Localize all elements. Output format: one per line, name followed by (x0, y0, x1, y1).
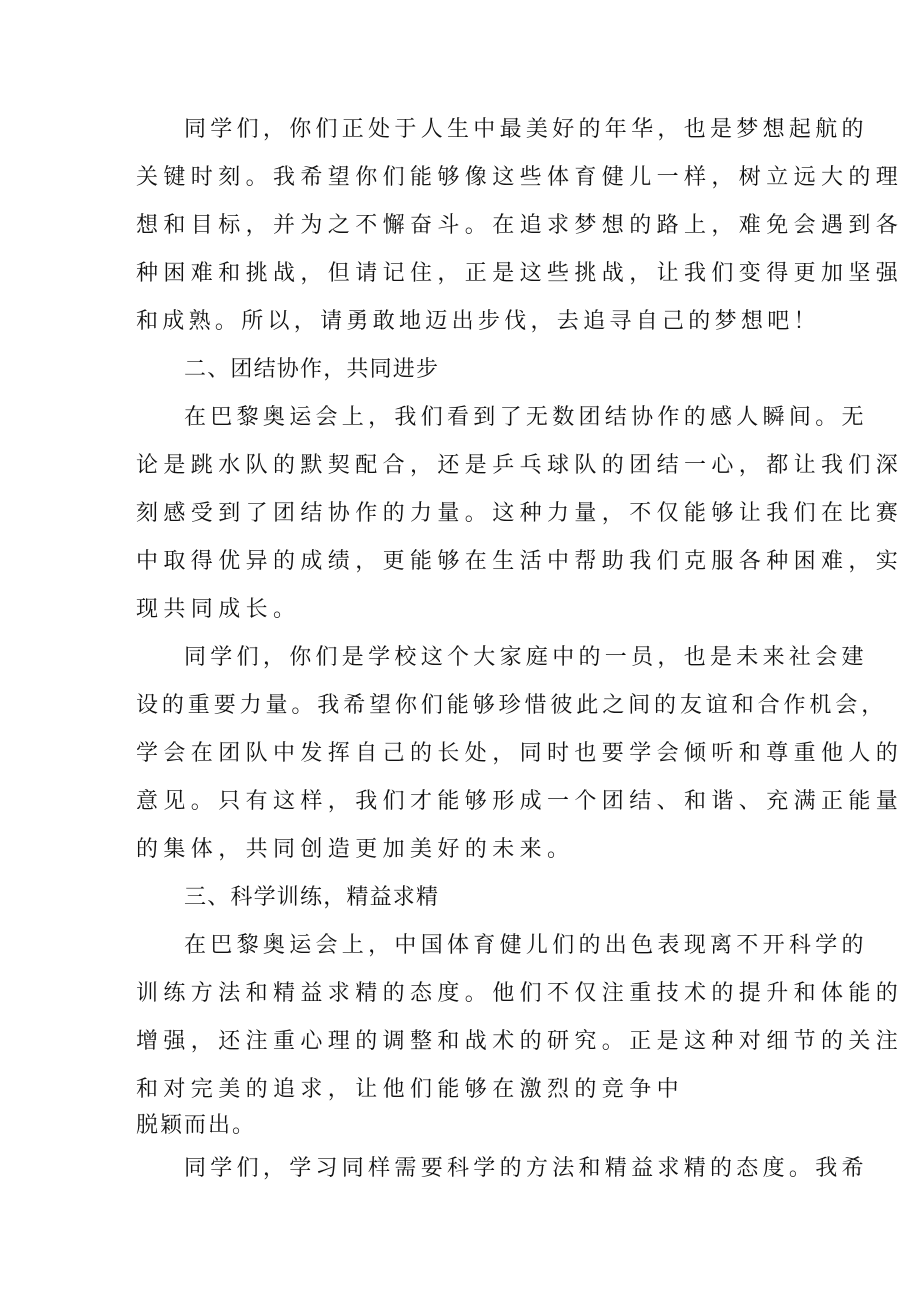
paragraph-2-line-5: 现共同成长。 (136, 597, 301, 622)
paragraph-2-line-2: 论是跳水队的默契配合，还是乒乓球队的团结一心，都让我们深 (136, 453, 904, 478)
paragraph-4-line-1: 在巴黎奥运会上，中国体育健儿们的出色表现离不开科学的 (184, 933, 868, 958)
paragraph-1-line-2: 关键时刻。我希望你们能够像这些体育健儿一样，树立远大的理 (136, 165, 904, 190)
paragraph-3-line-4: 意见。只有这样，我们才能够形成一个团结、和谐、充满正能量 (136, 789, 904, 814)
paragraph-1-line-3: 想和目标，并为之不懈奋斗。在追求梦想的路上，难免会遇到各 (136, 213, 904, 238)
paragraph-2-line-4: 中取得优异的成绩，更能够在生活中帮助我们克服各种困难，实 (136, 549, 904, 574)
paragraph-4-line-3: 增强，还注重心理的调整和战术的研究。正是这种对细节的关注 (136, 1029, 904, 1054)
paragraph-2-line-1: 在巴黎奥运会上，我们看到了无数团结协作的感人瞬间。无 (184, 405, 868, 430)
paragraph-3-line-2: 设的重要力量。我希望你们能够珍惜彼此之间的友谊和合作机会， (136, 693, 888, 718)
paragraph-3-line-1: 同学们，你们是学校这个大家庭中的一员，也是未来社会建 (184, 645, 868, 670)
section-heading-3: 三、科学训练，精益求精 (184, 885, 440, 910)
paragraph-3-line-3: 学会在团队中发挥自己的长处，同时也要学会倾听和尊重他人的 (136, 741, 904, 766)
paragraph-4-line-4: 和对完美的追求，让他们能够在激烈的竞争中 (136, 1077, 685, 1102)
paragraph-2-line-3: 刻感受到了团结协作的力量。这种力量，不仅能够让我们在比赛 (136, 501, 904, 526)
section-heading-2: 二、团结协作，共同进步 (184, 357, 440, 382)
paragraph-3-line-5: 的集体，共同创造更加美好的未来。 (136, 837, 575, 862)
paragraph-1-line-5: 和成熟。所以，请勇敢地迈出步伐，去追寻自己的梦想吧！ (136, 309, 820, 334)
paragraph-4-line-2: 训练方法和精益求精的态度。他们不仅注重技术的提升和体能的 (136, 981, 904, 1006)
paragraph-5-line-1: 同学们，学习同样需要科学的方法和精益求精的态度。我希 (184, 1156, 868, 1181)
paragraph-1-line-4: 种困难和挑战，但请记住，正是这些挑战，让我们变得更加坚强 (136, 261, 904, 286)
paragraph-4-line-5: 脱颖而出。 (136, 1113, 257, 1138)
paragraph-1-line-1: 同学们，你们正处于人生中最美好的年华，也是梦想起航的 (184, 117, 868, 142)
